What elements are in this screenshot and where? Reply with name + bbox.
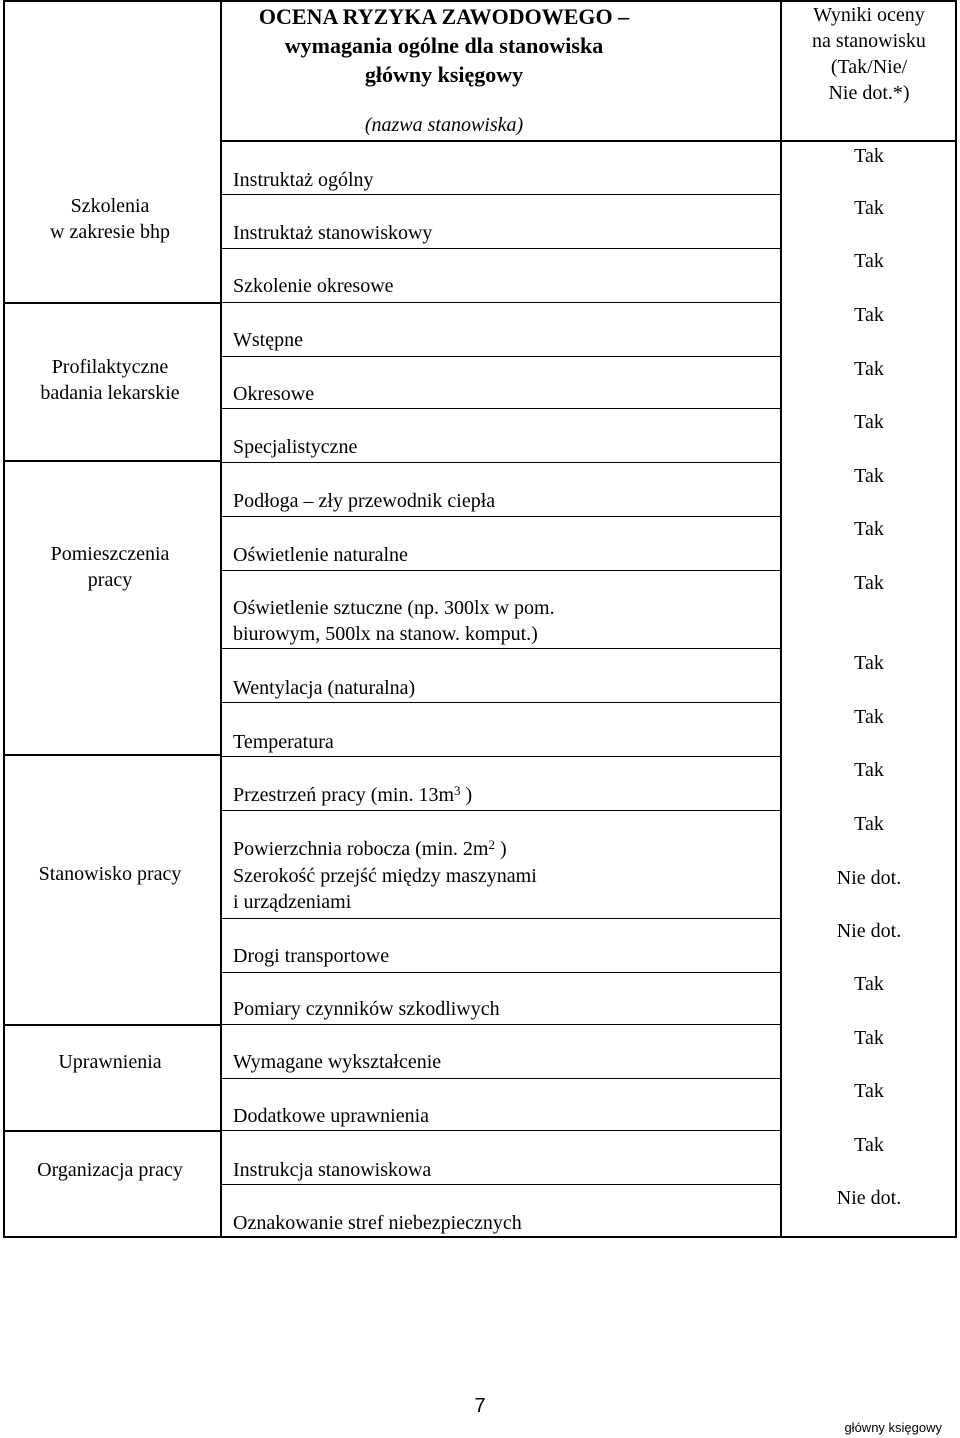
result-value: Tak xyxy=(854,759,884,781)
row-divider xyxy=(220,356,782,357)
row-divider xyxy=(220,1130,782,1131)
category-line: w zakresie bhp xyxy=(50,221,170,243)
row-divider xyxy=(220,248,782,249)
table-divider-categories xyxy=(220,0,222,1238)
category-rooms xyxy=(6,541,214,593)
category-divider xyxy=(3,302,222,304)
category-divider xyxy=(3,1130,222,1132)
item-label: Wentylacja (naturalna) xyxy=(233,677,416,699)
result-value: Tak xyxy=(854,411,884,433)
item-label: Dodatkowe uprawnienia xyxy=(233,1105,430,1127)
result-value: Tak xyxy=(854,1134,884,1156)
footer-text: główny księgowy xyxy=(844,1420,942,1435)
item-label: Pomiary czynników szkodliwych xyxy=(233,998,500,1020)
header-divider xyxy=(220,140,957,142)
row-divider xyxy=(220,972,782,973)
results-header-line: Nie dot.*) xyxy=(828,82,910,104)
page-number: 7 xyxy=(474,1395,486,1417)
category-line: Uprawnienia xyxy=(58,1051,162,1073)
item-label: Instruktaż stanowiskowy xyxy=(233,222,433,244)
result-value: Tak xyxy=(854,145,884,167)
row-divider xyxy=(220,918,782,919)
row-divider xyxy=(220,756,782,757)
item-label: Instruktaż ogólny xyxy=(233,169,374,191)
item-label-text: ) xyxy=(494,838,507,860)
item-label-line: biurowym, 500lx na stanow. komput.) xyxy=(233,623,538,645)
row-divider xyxy=(220,408,782,409)
category-qualifications xyxy=(6,1049,214,1075)
result-value: Tak xyxy=(854,572,884,594)
row-divider xyxy=(220,302,782,303)
row-divider xyxy=(220,194,782,195)
superscript: 3 xyxy=(454,783,461,798)
item-label: Oznakowanie stref niebezpiecznych xyxy=(233,1212,522,1234)
item-label: Specjalistyczne xyxy=(233,436,358,458)
item-label-with-superscript xyxy=(233,782,653,808)
category-divider xyxy=(3,754,222,756)
item-label: Podłoga – zły przewodnik ciepła xyxy=(233,490,496,512)
position-name-caption: (nazwa stanowiska) xyxy=(364,114,524,136)
result-value: Tak xyxy=(854,250,884,272)
title-line: główny księgowy xyxy=(364,62,524,87)
row-divider xyxy=(220,648,782,649)
category-line: Profilaktyczne xyxy=(51,356,169,378)
category-medical xyxy=(6,354,214,406)
category-line: Stanowisko pracy xyxy=(38,863,182,885)
item-label: Szkolenie okresowe xyxy=(233,275,394,297)
item-label: Instrukcja stanowiskowa xyxy=(233,1159,432,1181)
category-divider xyxy=(3,1024,222,1026)
item-label: Temperatura xyxy=(233,731,334,753)
item-label-text: ) xyxy=(460,784,473,806)
category-workstation xyxy=(6,861,214,887)
row-divider xyxy=(220,1184,782,1185)
result-value: Tak xyxy=(854,1027,884,1049)
category-divider xyxy=(3,460,222,462)
table-divider-results xyxy=(780,0,782,1238)
row-divider xyxy=(220,462,782,463)
item-label: Okresowe xyxy=(233,383,315,405)
item-label-text: Powierzchnia robocza (min. 2m xyxy=(233,838,489,860)
results-header-line: (Tak/Nie/ xyxy=(830,56,908,78)
category-line: Pomieszczenia xyxy=(50,543,170,565)
item-label: Oświetlenie naturalne xyxy=(233,544,408,566)
item-label-multiline xyxy=(233,863,653,915)
row-divider xyxy=(220,570,782,571)
title-line: OCENA RYZYKA ZAWODOWEGO – xyxy=(258,4,630,29)
result-value: Tak xyxy=(854,465,884,487)
row-divider xyxy=(220,1024,782,1025)
result-value: Tak xyxy=(854,304,884,326)
result-value: Tak xyxy=(854,518,884,540)
result-value: Tak xyxy=(854,813,884,835)
category-work-organization xyxy=(6,1157,214,1183)
result-value: Nie dot. xyxy=(836,920,902,942)
item-label-line: i urządzeniami xyxy=(233,891,352,913)
result-value: Nie dot. xyxy=(836,867,902,889)
item-label: Drogi transportowe xyxy=(233,945,390,967)
results-header-line: Wyniki oceny xyxy=(813,4,925,26)
title-line: wymagania ogólne dla stanowiska xyxy=(284,33,604,58)
table-border-right xyxy=(955,0,957,1238)
result-value: Tak xyxy=(854,197,884,219)
superscript: 2 xyxy=(488,837,495,852)
item-label-line: Oświetlenie sztuczne (np. 300lx w pom. xyxy=(233,597,555,619)
result-value: Tak xyxy=(854,706,884,728)
item-label-multiline xyxy=(233,595,653,647)
category-line: pracy xyxy=(87,569,133,591)
item-label: Wstępne xyxy=(233,329,303,351)
category-line: badania lekarskie xyxy=(40,382,180,404)
table-border-left xyxy=(3,0,5,1238)
row-divider xyxy=(220,516,782,517)
result-value: Tak xyxy=(854,1080,884,1102)
item-label-line: Szerokość przejść między maszynami xyxy=(233,865,537,887)
row-divider xyxy=(220,810,782,811)
item-label-with-superscript xyxy=(233,836,653,862)
result-value: Nie dot. xyxy=(836,1187,902,1209)
results-header-line: na stanowisku xyxy=(812,30,926,52)
category-training xyxy=(6,193,214,245)
table-border-bottom xyxy=(3,1236,957,1238)
row-divider xyxy=(220,1078,782,1079)
item-label: Wymagane wykształcenie xyxy=(233,1051,442,1073)
row-divider xyxy=(220,702,782,703)
item-label-text: Przestrzeń pracy (min. 13m xyxy=(233,784,455,806)
result-value: Tak xyxy=(854,652,884,674)
category-line: Szkolenia xyxy=(70,195,150,217)
result-value: Tak xyxy=(854,358,884,380)
result-value: Tak xyxy=(854,973,884,995)
category-line: Organizacja pracy xyxy=(37,1159,183,1181)
